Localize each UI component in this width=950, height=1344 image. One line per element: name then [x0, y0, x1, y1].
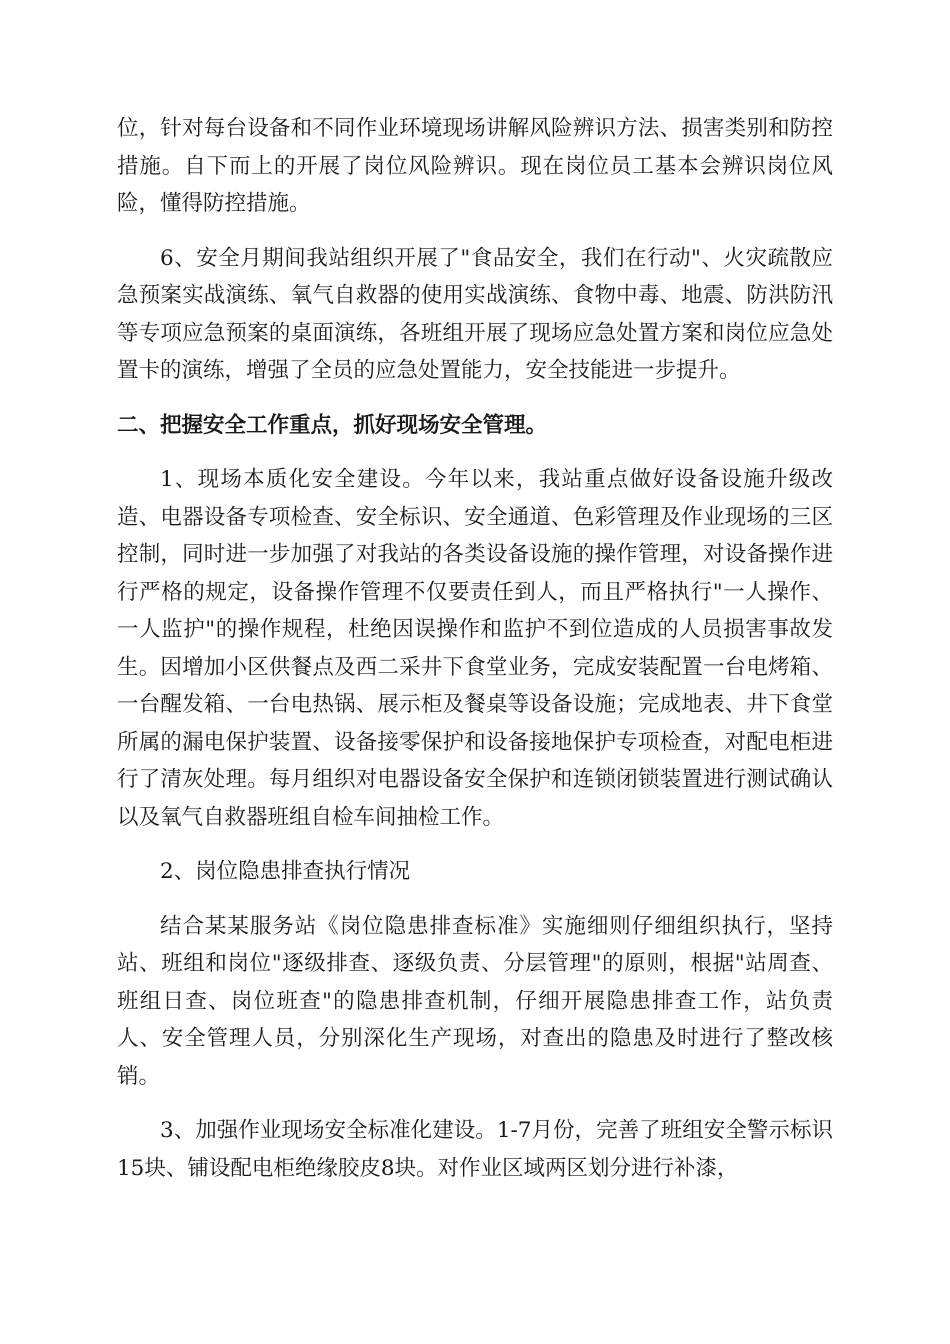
paragraph-hazard-check-title: 2、岗位隐患排查执行情况 — [160, 859, 411, 884]
paragraph-site-safety-construction: 1、现场本质化安全建设。今年以来，我站重点做好设备设施升级改造、电器设备专项检查、安全标识、安全通道、色彩管理及作业现场的三区控制，同时进一步加强了对我站的各类设备设施的操作管理，对设备操作进行严格的规定，设备操作管理不仅要责任到人，而且严格执行"一人操作、一人监护"的操作规程，杜绝因误操作和监护不到位造成的人员损害事故发生。因增加小区供餐点及西二采井下食堂业务，完成安装配置一台电烤箱、一台醒发箱、一台电热锅、展示柜及餐桌等设备设施；完成地表、井下食堂所属的漏电保护装置、设备接零保护和设备接地保护专项检查，对配电柜进行了清灰处理。每月组织对电器设备安全保护和连锁闭锁装置进行测试确认以及氧气自救器班组自检车间抽检工作。 — [117, 467, 833, 830]
document-page — [117, 110, 833, 1187]
paragraph-risk-identification: 位，针对每台设备和不同作业环境现场讲解风险辨识方法、损害类别和防控措施。自下而上的开展了岗位风险辨识。现在岗位员工基本会辨识岗位风险，懂得防控措施。 — [117, 116, 833, 216]
paragraph-hazard-check-detail: 结合某某服务站《岗位隐患排查标准》实施细则仔细组织执行，坚持站、班组和岗位"逐级排查、逐级负责、分层管理"的原则，根据"站周查、班组日查、岗位班查"的隐患排查机制，仔细开展隐患排查工作，站负责人、安全管理人员，分别深化生产现场，对查出的隐患及时进行了整改核销。 — [117, 913, 833, 1089]
paragraph-standardization: 3、加强作业现场安全标准化建设。1-7月份，完善了班组安全警示标识15块、铺设配电柜绝缘胶皮8块。对作业区域两区划分进行补漆， — [117, 1118, 833, 1181]
paragraph-emergency-drills: 6、安全月期间我站组织开展了"食品安全，我们在行动"、火灾疏散应急预案实战演练、氧气自救器的使用实战演练、食物中毒、地震、防洪防汛等专项应急预案的桌面演练，各班组开展了现场应急处置方案和岗位应急处置卡的演练，增强了全员的应急处置能力，安全技能进一步提升。 — [117, 245, 833, 383]
section-heading: 二、把握安全工作重点，抓好现场安全管理。 — [117, 412, 548, 438]
